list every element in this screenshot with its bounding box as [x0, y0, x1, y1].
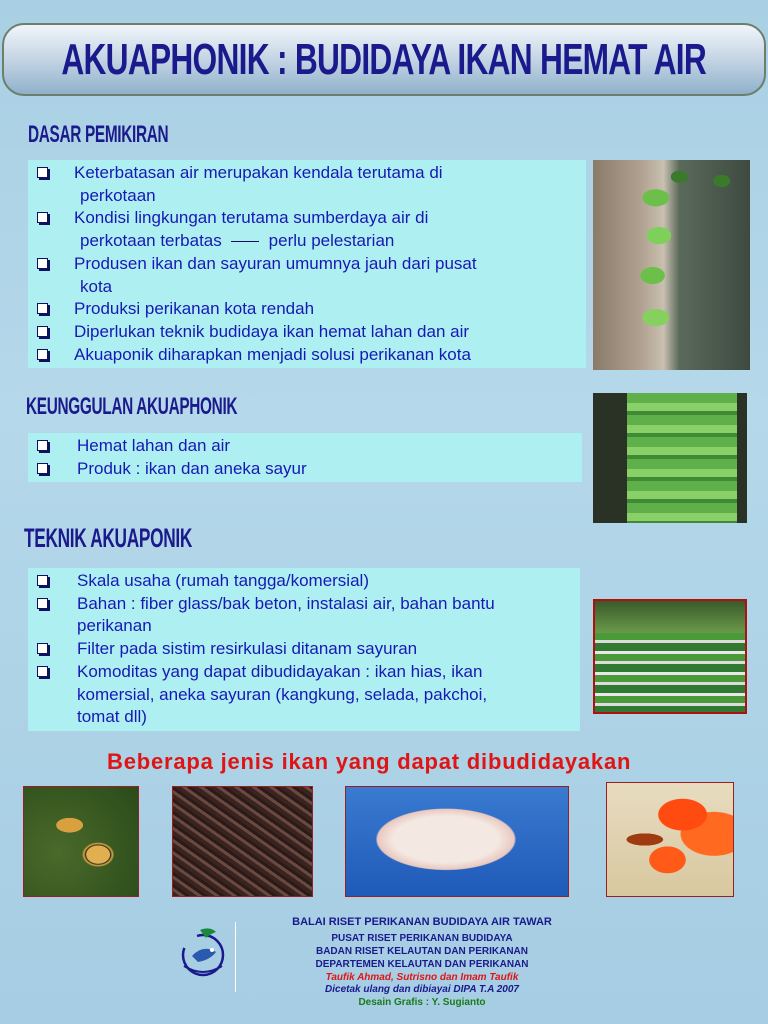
list-item-continuation: perkotaan [80, 185, 156, 205]
box-dasar-pemikiran [28, 160, 586, 368]
greenhouse-roof [595, 601, 745, 633]
checkbox-bullet-icon [37, 598, 48, 609]
fish-photo-catfish [172, 786, 313, 897]
footer-design: Desain Grafis : Y. Sugianto [358, 997, 486, 1008]
page-title: AKUAPHONIK : BUDIDAYA IKAN HEMAT AIR [61, 34, 707, 84]
list-item-continuation: perikanan [77, 616, 152, 636]
list-item: Produsen ikan dan sayuran umumnya jauh dari pusat [28, 253, 586, 276]
footer-institution: BALAI RISET PERIKANAN BUDIDAYA AIR TAWAR [292, 916, 552, 928]
checkbox-bullet-icon [37, 212, 48, 223]
footer-line4: DEPARTEMEN KELAUTAN DAN PERIKANAN [315, 959, 529, 970]
checkbox-bullet-icon [37, 258, 48, 269]
list-item: Diperlukan teknik budidaya ikan hemat lahan dan air [28, 321, 586, 344]
list-item: Produk : ikan dan aneka sayur [28, 458, 582, 481]
checkbox-bullet-icon [37, 167, 48, 178]
aquaponic-photo-1 [593, 160, 750, 370]
checkbox-bullet-icon [37, 666, 48, 677]
heading-teknik: TEKNIK AKUAPONIK [24, 523, 193, 553]
list-item: Hemat lahan dan air [28, 435, 582, 458]
title-banner [2, 23, 766, 96]
checkbox-bullet-icon [37, 463, 48, 474]
checkbox-bullet-icon [37, 349, 48, 360]
fish-photo-gourami [345, 786, 569, 897]
heading-dasar-pemikiran: DASAR PEMIKIRAN [28, 121, 169, 148]
arrow-line-icon [231, 241, 259, 242]
ministry-logo [170, 922, 236, 988]
aquaponic-photo-2 [593, 393, 747, 523]
footer-line2: PUSAT RISET PERIKANAN BUDIDAYA [331, 933, 513, 944]
checkbox-bullet-icon [37, 575, 48, 586]
box-keunggulan [28, 433, 582, 482]
list-item: Komoditas yang dapat dibudidayakan : ikan hias, ikan [28, 661, 580, 684]
list-item: Filter pada sistim resirkulasi ditanam sayuran [28, 638, 580, 661]
list-item: Keterbatasan air merupakan kendala terutama di [28, 162, 586, 185]
checkbox-bullet-icon [37, 643, 48, 654]
list-item-continuation: tomat dll) [77, 707, 147, 727]
checkbox-bullet-icon [37, 303, 48, 314]
footer-printed: Dicetak ulang dan dibiayai DIPA T.A 2007 [325, 984, 519, 995]
list-item: Skala usaha (rumah tangga/komersial) [28, 570, 580, 593]
fish-photo-betta [606, 782, 734, 897]
list-item: Akuaponik diharapkan menjadi solusi perikanan kota [28, 344, 586, 367]
box-teknik [28, 568, 580, 731]
list-item: Kondisi lingkungan terutama sumberdaya air di [28, 207, 586, 230]
footer-authors: Taufik Ahmad, Sutrisno dan Imam Taufik [325, 972, 519, 983]
list-item-continuation: kota [80, 276, 113, 296]
list-item-continuation: komersial, aneka sayuran (kangkung, selada, pakchoi, [77, 684, 488, 704]
checkbox-bullet-icon [37, 326, 48, 337]
ministry-logo-icon [170, 922, 236, 988]
heading-keunggulan: KEUNGGULAN AKUAPHONIK [26, 393, 238, 420]
aquaponic-photo-3 [593, 599, 747, 714]
footer-line3: BADAN RISET KELAUTAN DAN PERIKANAN [315, 946, 529, 957]
list-item-continuation: perkotaan terbatas perlu pelestarian [80, 231, 395, 251]
checkbox-bullet-icon [37, 440, 48, 451]
footer-credits [236, 916, 608, 1016]
fish-heading: Beberapa jenis ikan yang dapat dibudidayakan [107, 749, 632, 774]
list-item: Produksi perikanan kota rendah [28, 298, 586, 321]
list-item: Bahan : fiber glass/bak beton, instalasi air, bahan bantu [28, 593, 580, 616]
fish-photo-guppy [23, 786, 139, 897]
